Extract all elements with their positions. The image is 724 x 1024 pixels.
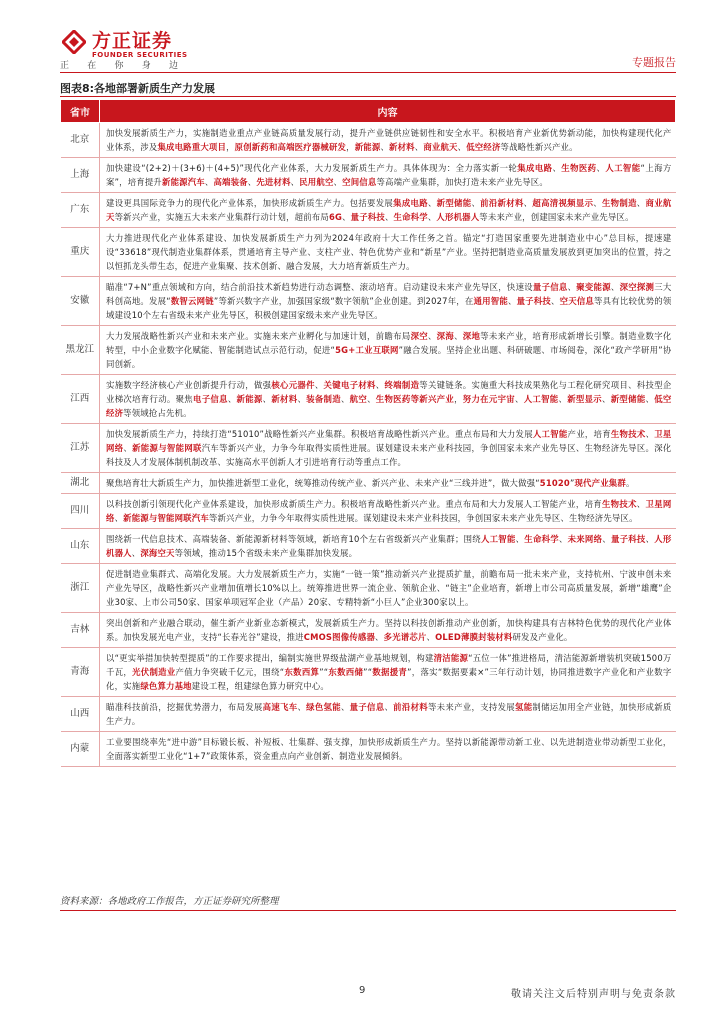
region-cell: 青海 xyxy=(61,648,100,697)
content-text: 、 xyxy=(427,212,437,222)
content-text: 大力推进现代化产业体系建设、加快发展新质生产力列为2024年政府十大工作任务之首。锚定“打造国家重要先进制造业中心”总目标，提速建设“33618”现代制造业集群体系，贯通培育主导产业、支柱产业、特色优势产业和“新星”产业。坚持把制造业高质量发展放到更加突出的位置，持之以恒抓龙头带生态，促进产业集聚、技术创新、融合发展，大力培育新质生产力。 xyxy=(106,233,672,271)
table-row xyxy=(61,326,676,375)
highlighted-keyword: 深海空天 xyxy=(140,548,175,558)
source-note: 资料来源：各地政府工作报告，方正证券研究所整理 xyxy=(60,896,279,907)
content-text: 、 xyxy=(297,702,307,712)
content-text: 、 xyxy=(227,394,237,404)
content-text: 、 xyxy=(636,499,646,509)
highlighted-keyword: 生物技术 xyxy=(601,499,637,509)
content-text: ， xyxy=(346,142,355,152)
highlighted-keyword: 商业航天 xyxy=(106,198,672,222)
highlighted-keyword: 氢能 xyxy=(515,702,533,712)
highlighted-keyword: 集成电路 xyxy=(393,198,428,208)
highlighted-keyword: 多光谱芯片 xyxy=(383,632,427,642)
brand-slogan xyxy=(60,58,178,71)
content-text: 等未来产业，创建国家未来产业先导区。 xyxy=(479,212,634,222)
content-text: ” xyxy=(569,478,575,488)
highlighted-keyword: 超高清视频显示 xyxy=(532,198,594,208)
content-text: 、 xyxy=(342,212,351,222)
content-text: 产值力争突破千亿元，围绕“ xyxy=(175,667,285,677)
highlighted-keyword: 现代产业集群 xyxy=(574,478,626,488)
highlighted-keyword: 量子科技 xyxy=(516,296,551,306)
highlighted-keyword: 绿色氢能 xyxy=(306,702,341,712)
content-text: 、 xyxy=(645,394,655,404)
content-text: 、 xyxy=(514,394,524,404)
highlighted-keyword: 东数西算 xyxy=(284,667,320,677)
highlighted-keyword: 深海 xyxy=(436,331,455,341)
highlighted-keyword: 量子科技 xyxy=(610,534,646,544)
highlighted-keyword: 卫星网络 xyxy=(106,499,672,523)
highlighted-keyword: 量子信息 xyxy=(532,282,568,292)
region-cell: 湖北 xyxy=(61,473,100,494)
content-text: 。 xyxy=(625,478,635,488)
content-text: 、 xyxy=(558,534,568,544)
content-text: 、 xyxy=(297,394,307,404)
content-text: 、 xyxy=(114,513,124,523)
highlighted-keyword: 低空经济 xyxy=(106,394,672,418)
content-cell xyxy=(100,697,676,732)
content-text: 、 xyxy=(593,198,602,208)
column-header-content: 内容 xyxy=(100,100,676,123)
column-header-region: 省市 xyxy=(61,100,100,123)
highlighted-keyword: 生物医药等新兴产业 xyxy=(375,394,455,404)
table-row xyxy=(61,228,676,277)
highlighted-keyword: 商业航天 xyxy=(423,142,458,152)
highlighted-keyword: 通用智能 xyxy=(473,296,508,306)
highlighted-keyword: 人工智能 xyxy=(523,394,559,404)
highlighted-keyword: 高速飞车 xyxy=(262,702,298,712)
highlighted-keyword: 数据援青 xyxy=(372,667,408,677)
content-text: 、 xyxy=(645,534,655,544)
highlighted-keyword: 低空经济 xyxy=(466,142,501,152)
highlighted-keyword: 5G+工业互联网 xyxy=(335,345,399,355)
highlighted-keyword: 聚变能源 xyxy=(576,282,611,292)
content-cell xyxy=(100,529,676,564)
content-text: 促进制造业集群式、高端化发展。大力发展新质生产力，实施“一链一策”推动新兴产业提质扩量，前瞻布局一批未来产业，支持杭州、宁波申创未来产业先导区，战略性新兴产业增加值增长10%以上。统筹推进世界一流企业、领航企业、“链主”企业培育，新增上市公司高质量发展，新增“雄鹰”企业30家、上市公司50家、国家单项冠军企业（产品）20家、专精特新“小巨人”企业300家以上。 xyxy=(106,569,672,607)
table-header-row xyxy=(61,100,676,123)
content-cell xyxy=(100,473,676,494)
highlighted-keyword: 空天信息 xyxy=(559,296,595,306)
highlighted-keyword: 卫星网络 xyxy=(106,429,672,453)
content-text: ”“ xyxy=(363,667,373,677)
content-cell xyxy=(100,613,676,648)
figure-title-divider xyxy=(60,96,676,97)
content-text: 、 xyxy=(247,177,257,187)
content-text: 等领域抢占先机。 xyxy=(123,408,192,418)
content-text: 建设工程，组建绿色算力研究中心。 xyxy=(191,681,329,691)
region-cell: 北京 xyxy=(61,123,100,158)
content-text: “上海方案”，培育提升 xyxy=(106,163,672,187)
table-row xyxy=(61,123,676,158)
highlighted-keyword: 数智云网链 xyxy=(170,296,214,306)
content-text: 、 xyxy=(290,177,300,187)
disclaimer-text: 敬请关注文后特别声明与免责条款 xyxy=(511,989,676,1000)
highlighted-keyword: 生物医药 xyxy=(561,163,597,173)
content-text: 、 xyxy=(515,534,525,544)
highlighted-keyword: 新型显示 xyxy=(567,394,603,404)
source-divider xyxy=(60,910,676,911)
table-row xyxy=(61,193,676,228)
region-cell: 江西 xyxy=(61,375,100,424)
content-text: 、 xyxy=(636,198,646,208)
table-row xyxy=(61,697,676,732)
content-text: 等新兴产业，实施五大未来产业集群行动计划，超前布局 xyxy=(114,212,329,222)
content-text: 、 xyxy=(471,198,481,208)
content-text: 瞄准科技前沿，挖掘优势潜力，布局发展 xyxy=(106,702,263,712)
content-text: 、 xyxy=(384,212,394,222)
content-text: 突出创新和产业融合联动，催生新产业新业态新模式，发展新质生产力。坚持以科技创新推动产业创新，加快构建具有吉林特色优势的现代化产业体系。加快发展光电产业，支持“长春光谷”建设，推进 xyxy=(106,618,672,642)
report-type: 专题报告 xyxy=(632,56,676,69)
content-text: 、 xyxy=(380,142,390,152)
highlighted-keyword: CMOS图像传感器 xyxy=(303,632,376,642)
table-row xyxy=(61,613,676,648)
highlighted-keyword: 人形机器人 xyxy=(436,212,480,222)
slogan-char: 正 xyxy=(60,61,70,71)
content-text: 、 xyxy=(384,702,394,712)
content-text: 建设更具国际竞争力的现代化产业体系，加快形成新质生产力。包括要发展 xyxy=(106,198,394,208)
region-cell: 山东 xyxy=(61,529,100,564)
highlighted-keyword: 终端制造 xyxy=(384,380,420,390)
content-text: 等战略性新兴产业。 xyxy=(500,142,578,152)
content-text: 、 xyxy=(567,282,577,292)
content-cell xyxy=(100,375,676,424)
content-text: ， xyxy=(226,142,235,152)
content-text: 、 xyxy=(414,142,424,152)
brand-name: 方正证券 xyxy=(92,30,173,52)
content-text: 等具有比较优势的领域建设10个左右省级未来产业先导区，积极创建国家级未来产业先导区。 xyxy=(106,296,672,320)
content-text: 、 xyxy=(123,443,133,453)
region-cell: 四川 xyxy=(61,494,100,529)
highlighted-keyword: 清洁能源 xyxy=(433,653,469,663)
content-text: ”“ xyxy=(319,667,329,677)
highlighted-keyword: 新能源 xyxy=(354,142,381,152)
highlighted-keyword: 绿色算力基地 xyxy=(140,681,192,691)
content-text: 实施数字经济核心产业创新提升行动，做强 xyxy=(106,380,272,390)
content-text: 瞄准“7+N”重点领域和方向，结合前沿技术新趋势进行动态调整、滚动培育。启动建设未来产业先导区，快速设 xyxy=(106,282,533,292)
content-cell xyxy=(100,424,676,473)
content-text: ”，落实“数据要素×”三年行动计划，协同推进数字产业化和产业数字化，实施 xyxy=(106,667,672,691)
highlighted-keyword: 前沿新材料 xyxy=(480,198,524,208)
highlighted-keyword: 6G xyxy=(328,212,343,222)
content-text: 聚焦培育壮大新质生产力，加快推进新型工业化，统筹推动传统产业、新兴产业、未来产业“三线并进”，做大做强“ xyxy=(106,478,540,488)
content-text: ”等新兴数字产业，加强国家级“数字领航”企业创建。到2027年，在 xyxy=(213,296,474,306)
content-cell xyxy=(100,648,676,697)
highlighted-keyword: 新能源 xyxy=(236,394,263,404)
table-row xyxy=(61,648,676,697)
highlighted-keyword: 人工智能 xyxy=(480,534,516,544)
slogan-char: 在 xyxy=(87,61,97,71)
content-text: 、 xyxy=(427,198,437,208)
highlighted-keyword: 人形机器人 xyxy=(106,534,672,558)
content-cell xyxy=(100,123,676,158)
founder-logo-icon xyxy=(62,30,86,54)
highlighted-keyword: 新型储能 xyxy=(436,198,472,208)
content-text: 以科技创新引领现代化产业体系建设，加快形成新质生产力。积极培育战略性新兴产业。重点布局和大力发展人工智能产业，培育 xyxy=(106,499,602,509)
highlighted-keyword: 新材料 xyxy=(271,394,298,404)
content-text: “五位一体”推进格局，清洁能源新增装机突破1500万千瓦， xyxy=(106,653,672,677)
content-cell xyxy=(100,564,676,613)
region-cell: 黑龙江 xyxy=(61,326,100,375)
table-row xyxy=(61,494,676,529)
highlighted-keyword: 民用航空 xyxy=(299,177,334,187)
highlighted-keyword: 原创新药和高端医疗器械研发 xyxy=(234,142,347,152)
page-header xyxy=(60,24,676,72)
content-cell xyxy=(100,193,676,228)
slogan-char: 身 xyxy=(141,61,151,71)
content-text: 、 xyxy=(507,296,517,306)
content-text: 加快发展新质生产力，持续打造“51010”战略性新兴产业集群。积极培育战略性新兴产业。重点布局和大力发展 xyxy=(106,429,533,439)
content-text: 产业，培育 xyxy=(567,429,611,439)
highlighted-keyword: 深空 xyxy=(410,331,428,341)
content-text: 制储运加用全产业链，加快形成新质生产力。 xyxy=(106,702,672,726)
content-text: 、 xyxy=(454,331,463,341)
content-text: 围绕新一代信息技术、高端装备、新能源新材料等领域，新培育10个左右省级新兴产业集群；围绕 xyxy=(106,534,481,544)
highlighted-keyword: 新能源与智能网联汽车 xyxy=(123,513,209,523)
content-text: 、 xyxy=(262,394,272,404)
content-cell xyxy=(100,326,676,375)
content-text: ， xyxy=(454,394,463,404)
content-cell xyxy=(100,228,676,277)
content-text: 、 xyxy=(427,331,437,341)
content-text: 汽车等新兴产业，力争今年取得实质性进展。谋划建设未来产业科技园，争创国家未来产业先导区、生物经济先导区。深化科技及人才发展体制机制改革、实施高水平创新人才引进培育行动等重点工作。 xyxy=(106,443,672,467)
highlighted-keyword: OLED薄膜封装材料 xyxy=(435,632,513,642)
content-text: 以“更实举措加快转型提质”的工作要求提出，编制实施世界级盐湖产业基地规划，构建 xyxy=(106,653,434,663)
highlighted-keyword: 电子信息 xyxy=(193,394,228,404)
highlighted-keyword: 深空探测 xyxy=(619,282,655,292)
content-text: 、 xyxy=(340,394,350,404)
highlighted-keyword: 空间信息 xyxy=(342,177,377,187)
region-cell: 广东 xyxy=(61,193,100,228)
content-text: 等未来产业，支持发展 xyxy=(427,702,515,712)
content-text: 、 xyxy=(426,632,436,642)
content-text: 研发及产业化。 xyxy=(512,632,573,642)
content-cell xyxy=(100,277,676,326)
content-text: 、 xyxy=(602,534,611,544)
content-text: 三大科创高地。发展“ xyxy=(106,282,672,306)
header-divider xyxy=(60,72,676,73)
table-body xyxy=(61,123,676,767)
highlighted-keyword: 未来网络 xyxy=(567,534,603,544)
highlighted-keyword: 新材料 xyxy=(389,142,415,152)
content-text: 、 xyxy=(596,163,606,173)
content-text: 、 xyxy=(340,702,350,712)
table-row xyxy=(61,473,676,494)
content-text: 、 xyxy=(602,394,611,404)
highlighted-keyword: 前沿材料 xyxy=(393,702,428,712)
highlighted-keyword: 生物技术 xyxy=(610,429,646,439)
region-cell: 吉林 xyxy=(61,613,100,648)
content-text: 、 xyxy=(552,163,562,173)
content-text: 、 xyxy=(457,142,467,152)
content-text: 、 xyxy=(523,198,533,208)
content-text: ”融合发展。坚持企业出题、科研破题、市场阅卷，深化“政产学研用”协同创新。 xyxy=(106,345,672,369)
region-cell: 内蒙 xyxy=(61,732,100,767)
content-text: 加快发展新质生产力，实施制造业重点产业链高质量发展行动，提升产业链供应链韧性和安全水平。积极培育产业新优势新动能，加快构建现代化产业体系，涉及 xyxy=(106,128,672,152)
highlighted-keyword: 装备制造 xyxy=(306,394,341,404)
content-text: 加快建设“(2+2)＋(3+6)＋(4+5)”现代化产业体系，大力发展新质生产力。具体体现为：全力落实新一轮 xyxy=(106,163,518,173)
highlighted-keyword: 生命科学 xyxy=(393,212,428,222)
highlighted-keyword: 新能源汽车 xyxy=(162,177,205,187)
highlighted-keyword: 新型储能 xyxy=(610,394,646,404)
content-cell xyxy=(100,732,676,767)
slogan-char: 边 xyxy=(168,61,178,71)
region-cell: 重庆 xyxy=(61,228,100,277)
region-cell: 浙江 xyxy=(61,564,100,613)
highlighted-keyword: 先进材料 xyxy=(256,177,291,187)
highlighted-keyword: 生物制造 xyxy=(601,198,637,208)
content-text: 等新兴产业，力争今年取得实质性进展。谋划建设未来产业科技园，争创国家未来产业先导区、生物经济先导区。 xyxy=(208,513,638,523)
table-row xyxy=(61,424,676,473)
content-text: 等领域，推动15个省级未来产业集群加快发展。 xyxy=(174,548,358,558)
content-text: 、 xyxy=(367,394,376,404)
content-text: 、 xyxy=(558,394,568,404)
region-cell: 山西 xyxy=(61,697,100,732)
region-cell: 安徽 xyxy=(61,277,100,326)
highlighted-keyword: 量子科技 xyxy=(350,212,385,222)
highlighted-keyword: 新能源与智能网联 xyxy=(132,443,202,453)
table-row xyxy=(61,564,676,613)
content-text: 、 xyxy=(333,177,343,187)
highlighted-keyword: 人工智能 xyxy=(532,429,568,439)
slogan-char: 你 xyxy=(114,61,124,71)
highlighted-keyword: 光伏制造业 xyxy=(132,667,176,677)
highlighted-keyword: 量子信息 xyxy=(349,702,385,712)
highlighted-keyword: 东数西储 xyxy=(328,667,364,677)
table-row xyxy=(61,277,676,326)
content-text: 、 xyxy=(314,380,324,390)
content-text: 、 xyxy=(375,632,384,642)
highlighted-keyword: 人工智能 xyxy=(605,163,641,173)
highlighted-keyword: 51020 xyxy=(539,478,570,488)
region-cell: 上海 xyxy=(61,158,100,193)
highlighted-keyword: 努力在元宇宙 xyxy=(462,394,515,404)
content-text: 等高端产业集群，加快打造未来产业先导区。 xyxy=(376,177,548,187)
brand-name-en: FOUNDER SECURITIES xyxy=(92,51,188,59)
content-cell xyxy=(100,158,676,193)
content-text: 大力发展战略性新兴产业和未来产业。实施未来产业孵化与加速计划，前瞻布局 xyxy=(106,331,411,341)
content-text: 、 xyxy=(204,177,214,187)
content-text: 、 xyxy=(645,429,655,439)
highlighted-keyword: 高端装备 xyxy=(213,177,248,187)
highlighted-keyword: 深地 xyxy=(462,331,481,341)
content-text: 工业要围绕率先“进中游”目标锻长板、补短板、壮集群、强支撑，加快形成新质生产力。坚持以新能源带动新工业、以先进制造业带动新型工业化，全面落实新型工业化“1+7”政策体系，资金重点向产业创新、制造业发展倾斜。 xyxy=(106,737,672,761)
page-number: 9 xyxy=(359,985,366,996)
table-row xyxy=(61,375,676,424)
content-text: 、 xyxy=(551,296,560,306)
content-cell xyxy=(100,494,676,529)
table-row xyxy=(61,732,676,767)
highlighted-keyword: 生命科学 xyxy=(524,534,559,544)
content-text: 等未来产业，培育形成新增长引擎。制造业数字化转型，中小企业数字化赋能、智能制造试点示范行动，促进“ xyxy=(106,331,672,355)
region-cell: 江苏 xyxy=(61,424,100,473)
content-text: 、 xyxy=(131,548,141,558)
policy-table xyxy=(60,99,676,767)
content-text: 、 xyxy=(375,380,385,390)
content-text: 、 xyxy=(610,282,620,292)
table-row xyxy=(61,158,676,193)
table-row xyxy=(61,529,676,564)
figure-title: 图表8:各地部署新质生产力发展 xyxy=(60,82,216,95)
highlighted-keyword: 航空 xyxy=(349,394,368,404)
highlighted-keyword: 集成电路重大项目 xyxy=(157,142,227,152)
highlighted-keyword: 关键电子材料 xyxy=(323,380,376,390)
content-text: 等关键链条。实施重大科技成果熟化与工程化研究项目、科技型企业梯次培育行动。聚焦 xyxy=(106,380,672,404)
highlighted-keyword: 核心元器件 xyxy=(271,380,315,390)
highlighted-keyword: 集成电路 xyxy=(517,163,553,173)
